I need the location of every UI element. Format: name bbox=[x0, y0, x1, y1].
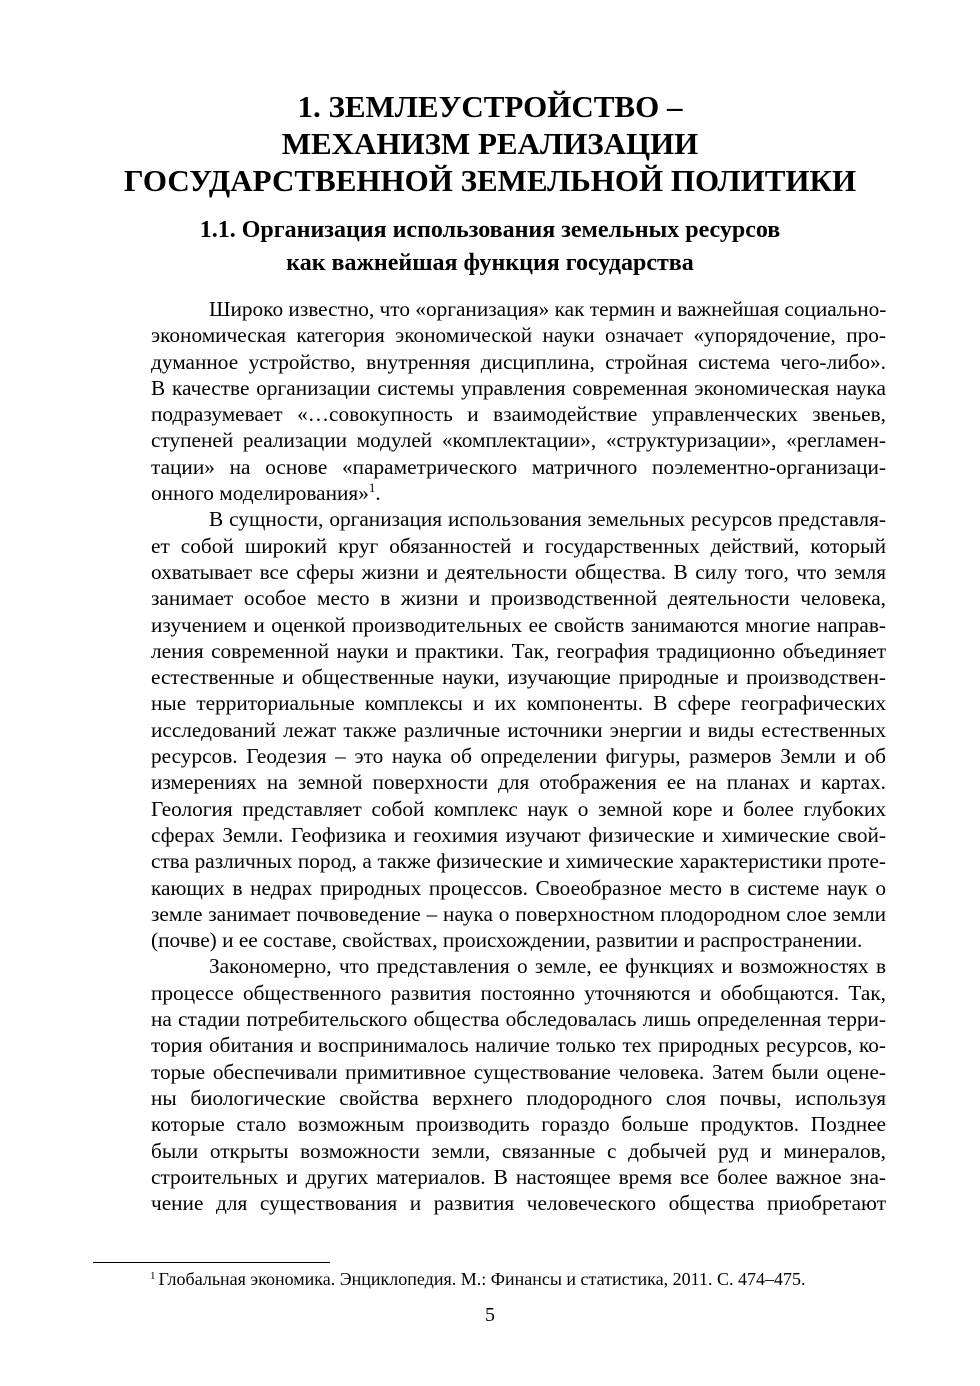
paragraph-1 bbox=[93, 296, 886, 506]
text-line-content: онного моделирования» bbox=[151, 481, 369, 506]
text-line: торые обеспечивали примитивное существование человека. Затем были оцене- bbox=[151, 1059, 886, 1084]
sentence-end: . bbox=[375, 481, 381, 506]
text-line: которые стало возможным производить гораздо больше продуктов. Позднее bbox=[151, 1112, 886, 1137]
text-line: изучением и оценкой производительных ее свойств занимаются многие направ- bbox=[151, 612, 886, 637]
text-line: процессе общественного развития постоянно уточняются и обобщаются. Так, bbox=[151, 980, 886, 1005]
body-text bbox=[93, 296, 886, 1216]
text-line: Широко известно, что «организация» как термин и важнейшая социально- bbox=[209, 297, 887, 321]
text-line: измерениях на земной поверхности для отображения ее на планах и картах. bbox=[151, 770, 886, 795]
chapter-title-line-2: МЕХАНИЗМ РЕАЛИЗАЦИИ bbox=[281, 126, 699, 161]
text-line: исследований лежат также различные источники энергии и виды естественных bbox=[151, 717, 886, 742]
chapter-title-line-3: ГОСУДАРСТВЕННОЙ ЗЕМЕЛЬНОЙ ПОЛИТИКИ bbox=[123, 163, 857, 198]
text-line: В качестве организации системы управления современная экономическая наука bbox=[151, 375, 886, 400]
text-line: тации» на основе «параметрического матричного поэлементно-организаци- bbox=[151, 454, 886, 479]
paragraph-3 bbox=[93, 953, 886, 1216]
text-line: ления современной науки и практики. Так, география традиционно объединяет bbox=[151, 638, 886, 663]
text-line: сферах Земли. Геофизика и геохимия изучают физические и химические свой- bbox=[151, 822, 886, 847]
page-number: 5 bbox=[485, 1304, 495, 1326]
text-line: ресурсов. Геодезия – это наука об определении фигуры, размеров Земли и об bbox=[151, 744, 886, 769]
footnote-marker: 1 bbox=[150, 1270, 156, 1282]
text-line: строительных и других материалов. В настоящее время все более важное зна- bbox=[151, 1164, 886, 1189]
text-line bbox=[93, 480, 886, 506]
text-line: (почве) и ее составе, свойствах, происхождении, развитии и распространении. bbox=[151, 928, 863, 953]
text-line: занимает особое место в жизни и производственной деятельности человека, bbox=[151, 586, 886, 611]
text-line: естественные и общественные науки, изучающие природные и производствен- bbox=[151, 665, 886, 690]
text-line: кающих в недрах природных процессов. Своеобразное место в системе наук о bbox=[151, 875, 886, 900]
text-line: на стадии потребительского общества обследовалась лишь определенная терри- bbox=[151, 1007, 886, 1032]
text-line: земле занимает почвоведение – наука о поверхностном плодородном слое земли bbox=[151, 901, 886, 926]
footnote bbox=[150, 1268, 805, 1290]
section-title-line-1: 1.1. Организация использования земельных ресурсов bbox=[199, 217, 781, 243]
section-title bbox=[0, 214, 980, 280]
text-line: тория обитания и воспринималось наличие только тех природных ресурсов, ко- bbox=[151, 1033, 886, 1058]
text-line: Закономерно, что представления о земле, ее функциях и возможностях в bbox=[209, 954, 886, 979]
text-line: думанное устройство, внутренняя дисциплина, стройная система чего-либо». bbox=[151, 349, 886, 374]
footnote-text: Глобальная экономика. Энциклопедия. М.: Финансы и статистика, 2011. С. 474–475. bbox=[158, 1269, 806, 1289]
text-line: чение для существования и развития человеческого общества приобретают bbox=[151, 1191, 886, 1216]
chapter-title-line-1: 1. ЗЕМЛЕУСТРОЙСТВО – bbox=[297, 89, 683, 124]
text-line: экономическая категория экономической науки означает «упорядочение, про- bbox=[151, 323, 886, 348]
text-line: ет собой широкий круг обязанностей и государственных действий, который bbox=[151, 533, 886, 558]
text-line: ные территориальные комплексы и их компоненты. В сфере географических bbox=[151, 691, 886, 716]
footnote-reference: 1 bbox=[368, 480, 376, 496]
text-line: ны биологические свойства верхнего плодородного слоя почвы, используя bbox=[151, 1085, 886, 1110]
footnote-separator bbox=[93, 1262, 330, 1263]
text-line: ства различных пород, а также физические и химические характеристики проте- bbox=[151, 849, 886, 874]
text-line: охватывает все сферы жизни и деятельности общества. В силу того, что земля bbox=[151, 559, 886, 584]
section-title-line-2: как важнейшая функция государства bbox=[286, 250, 694, 276]
text-line: Геология представляет собой комплекс наук о земной коре и более глубоких bbox=[151, 796, 886, 821]
text-line: подразумевает «…совокупность и взаимодействие управленческих звеньев, bbox=[151, 402, 886, 427]
paragraph-2 bbox=[93, 506, 886, 953]
chapter-title bbox=[0, 88, 980, 199]
text-line: В сущности, организация использования земельных ресурсов представля- bbox=[209, 507, 886, 532]
text-line: были открыты возможности земли, связанные с добычей руд и минералов, bbox=[151, 1138, 886, 1163]
text-line: ступеней реализации модулей «комплектации», «структуризации», «регламен- bbox=[151, 428, 886, 453]
